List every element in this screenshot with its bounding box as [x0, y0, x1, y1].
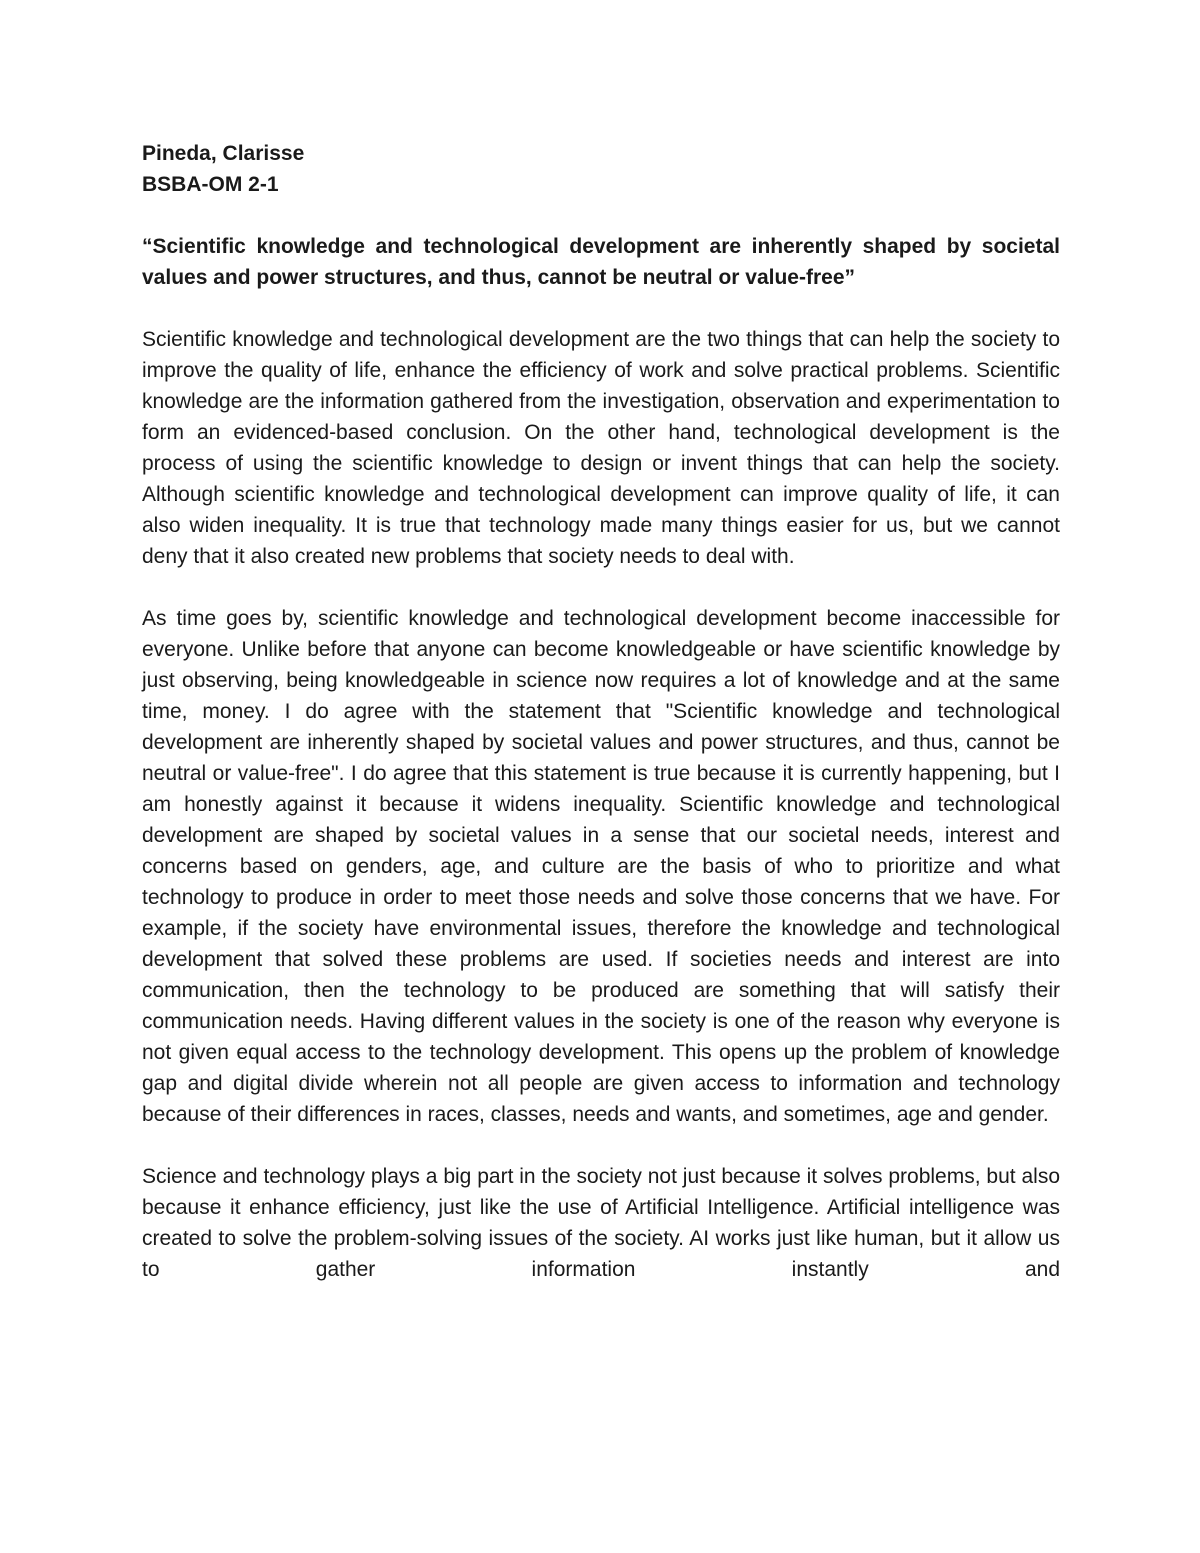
- thesis-statement: “Scientific knowledge and technological development are inherently shaped by societal values and power structures, and thus, cannot be neutral or value-free”: [142, 235, 1060, 289]
- spacer: [142, 293, 1060, 324]
- body-paragraph-3: Science and technology plays a big part in the society not just because it solves problems, but also because it enhance efficiency, just like the use of Artificial Intelligence. Artificial intelligence was created to solve the problem-solving issues of the society. AI works just like human, but it allow us to gather information instantly and: [142, 1165, 1060, 1281]
- author-name: Pineda, Clarisse: [142, 142, 305, 165]
- spacer: [142, 1130, 1060, 1161]
- spacer: [142, 572, 1060, 603]
- course-section: BSBA-OM 2-1: [142, 173, 279, 196]
- spacer: [142, 200, 1060, 231]
- document-page: [142, 138, 1060, 1285]
- body-paragraph-2: As time goes by, scientific knowledge and technological development become inaccessible for everyone. Unlike before that anyone can become knowledgeable or have scientific knowledge by just observing, being knowledgeable in science now requires a lot of knowledge and at the same time, money. I do agree with the statement that "Scientific knowledge and technological development are inherently shaped by societal values and power structures, and thus, cannot be neutral or value-free". I do agree that this statement is true because it is currently happening, but I am honestly against it because it widens inequality. Scientific knowledge and technological development are shaped by societal values in a sense that our societal needs, interest and concerns based on genders, age, and culture are the basis of who to prioritize and what technology to produce in order to meet those needs and solve those concerns that we have. For example, if the society have environmental issues, therefore the knowledge and technological development that solved these problems are used. If societies needs and interest are into communication, then the technology to be produced are something that will satisfy their communication needs. Having different values in the society is one of the reason why everyone is not given equal access to the technology development. This opens up the problem of knowledge gap and digital divide wherein not all people are given access to information and technology because of their differences in races, classes, needs and wants, and sometimes, age and gender.: [142, 607, 1060, 1126]
- body-paragraph-1: Scientific knowledge and technological development are the two things that can help the society to improve the quality of life, enhance the efficiency of work and solve practical problems. Scientific knowledge are the information gathered from the investigation, observation and experimentation to form an evidenced-based conclusion. On the other hand, technological development is the process of using the scientific knowledge to design or invent things that can help the society. Although scientific knowledge and technological development can improve quality of life, it can also widen inequality. It is true that technology made many things easier for us, but we cannot deny that it also created new problems that society needs to deal with.: [142, 328, 1060, 568]
